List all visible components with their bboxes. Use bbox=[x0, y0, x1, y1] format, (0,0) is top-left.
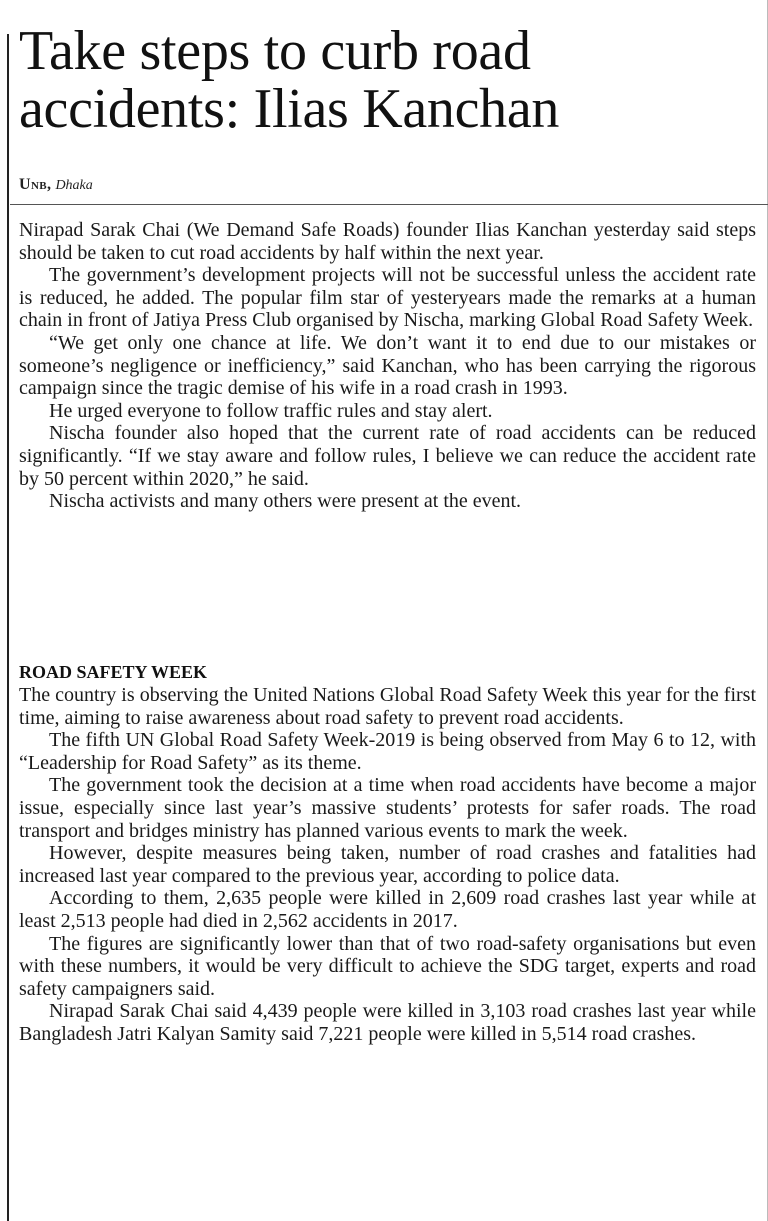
article-body-part-1 bbox=[19, 219, 756, 513]
article-headline: Take steps to curb road accidents: Ilias Kanchan bbox=[19, 20, 560, 140]
paragraph: Nischa founder also hoped that the current rate of road accidents can be reduced significantly. “If we stay aware and follow rules, I believe we can reduce the accident rate by 50 percent within 2020,” he said. bbox=[19, 422, 756, 490]
paragraph: However, despite measures being taken, number of road crashes and fatalities had increased last year compared to the previous year, according to police data. bbox=[19, 842, 756, 887]
byline bbox=[19, 176, 93, 194]
paragraph: He urged everyone to follow traffic rules and stay alert. bbox=[49, 399, 493, 422]
paragraph: “We get only one chance at life. We don’t want it to end due to our mistakes or someone’s negligence or inefficiency,” said Kanchan, who has been carrying the rigorous campaign since the tragic demise of his wife in a road crash in 1993. bbox=[19, 331, 756, 400]
byline-divider bbox=[10, 204, 768, 205]
paragraph: Nischa activists and many others were present at the event. bbox=[49, 490, 522, 513]
article-body-part-2 bbox=[19, 684, 756, 1046]
paragraph: The country is observing the United Nations Global Road Safety Week this year for the first time, aiming to raise awareness about road safety to prevent road accidents. bbox=[19, 684, 756, 729]
paragraph: The government’s development projects will not be successful unless the accident rate is reduced, he added. The popular film star of yesteryears made the remarks at a human chain in front of Jatiya Press Club organised by Nischa, marking Global Road Safety Week. bbox=[19, 264, 756, 332]
paragraph: The government took the decision at a time when road accidents have become a major issue, especially since last year’s massive students’ protests for safer roads. The road transport and bridges ministry has planned various events to mark the week. bbox=[19, 774, 756, 842]
paragraph: The fifth UN Global Road Safety Week-2019 is being observed from May 6 to 12, with “Leadership for Road Safety” as its theme. bbox=[19, 729, 756, 774]
column-rule-left bbox=[7, 34, 9, 1221]
paragraph: The figures are significantly lower than that of two road-safety organisations but even with these numbers, it would be very difficult to achieve the SDG target, experts and road safety campaigners said. bbox=[19, 932, 756, 1000]
section-subheading: ROAD SAFETY WEEK bbox=[19, 662, 208, 682]
paragraph: Nirapad Sarak Chai (We Demand Safe Roads) founder Ilias Kanchan yesterday said steps should be taken to cut road accidents by half within the next year. bbox=[19, 219, 756, 264]
paragraph: According to them, 2,635 people were killed in 2,609 road crashes last year while at least 2,513 people had died in 2,562 accidents in 2017. bbox=[19, 887, 756, 932]
byline-location: Dhaka bbox=[55, 178, 93, 193]
byline-agency: Unb, bbox=[19, 176, 52, 193]
paragraph: Nirapad Sarak Chai said 4,439 people were killed in 3,103 road crashes last year while Bangladesh Jatri Kalyan Samity said 7,221 people were killed in 5,514 road crashes. bbox=[19, 1000, 756, 1045]
